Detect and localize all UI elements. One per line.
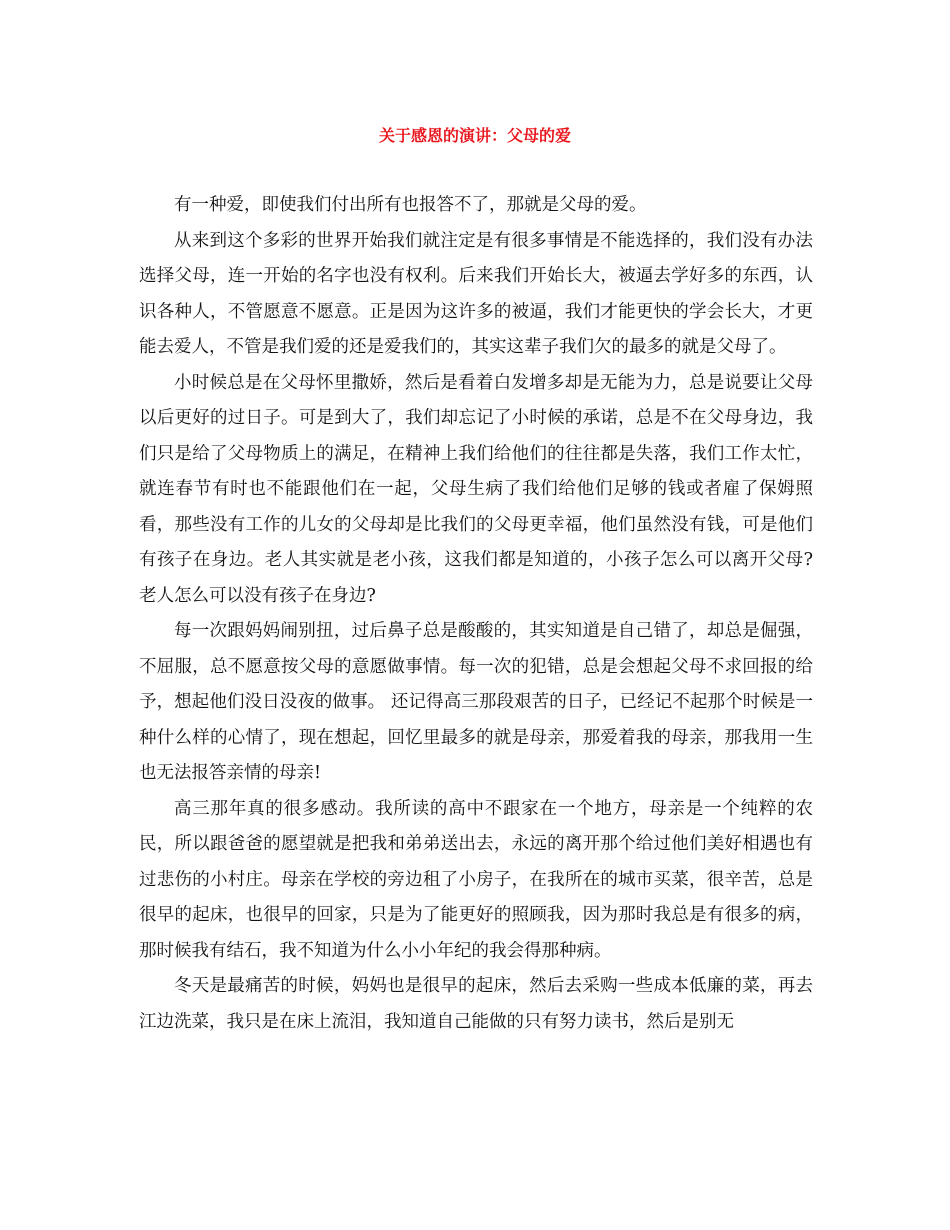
document-body — [139, 188, 813, 1040]
paragraph: 高三那年真的很多感动。我所读的高中不跟家在一个地方，母亲是一个纯粹的农民，所以跟爸爸的愿望就是把我和弟弟送出去，永远的离开那个给过他们美好相遇也有过悲伤的小村庄。母亲在学校的旁边租了小房子，在我所在的城市买菜，很辛苦，总是很早的起床，也很早的回家，只是为了能更好的照顾我，因为那时我总是有很多的病，那时候我有结石，我不知道为什么小小年纪的我会得那种病。 — [139, 798, 813, 961]
paragraph: 每一次跟妈妈闹别扭，过后鼻子总是酸酸的，其实知道是自己错了，却总是倔强，不屈服，总不愿意按父母的意愿做事情。每一次的犯错，总是会想起父母不求回报的给予，想起他们没日没夜的做事。 还记得高三那段艰苦的日子，已经记不起那个时候是一种什么样的心情了，现在想起，回忆里最多的就是母亲，那爱着我的母亲，那我用一生也无法报答亲情的母亲! — [139, 621, 813, 783]
paragraph: 冬天是最痛苦的时候，妈妈也是很早的起床，然后去采购一些成本低廉的菜，再去江边洗菜，我只是在床上流泪，我知道自己能做的只有努力读书，然后是别无 — [139, 976, 813, 1032]
document-title: 关于感恩的演讲：父母的爱 — [378, 126, 571, 145]
paragraph: 小时候总是在父母怀里撒娇，然后是看着白发增多却是无能为力，总是说要让父母以后更好的过日子。可是到大了，我们却忘记了小时候的承诺，总是不在父母身边，我们只是给了父母物质上的满足，在精神上我们给他们的往往都是失落，我们工作太忙，就连春节有时也不能跟他们在一起，父母生病了我们给他们足够的钱或者雇了保姆照看，那些没有工作的儿女的父母却是比我们的父母更幸福，他们虽然没有钱，可是他们有孩子在身边。老人其实就是老小孩，这我们都是知道的，小孩子怎么可以离开父母?老人怎么可以没有孩子在身边? — [139, 372, 813, 606]
paragraph: 从来到这个多彩的世界开始我们就注定是有很多事情是不能选择的，我们没有办法选择父母，连一开始的名字也没有权利。后来我们开始长大，被逼去学好多的东西，认识各种人，不管愿意不愿意。正是因为这许多的被逼，我们才能更快的学会长大，才更能去爱人，不管是我们爱的还是爱我们的，其实这辈子我们欠的最多的就是父母了。 — [139, 230, 813, 357]
paragraph: 有一种爱，即使我们付出所有也报答不了，那就是父母的爱。 — [174, 195, 647, 215]
